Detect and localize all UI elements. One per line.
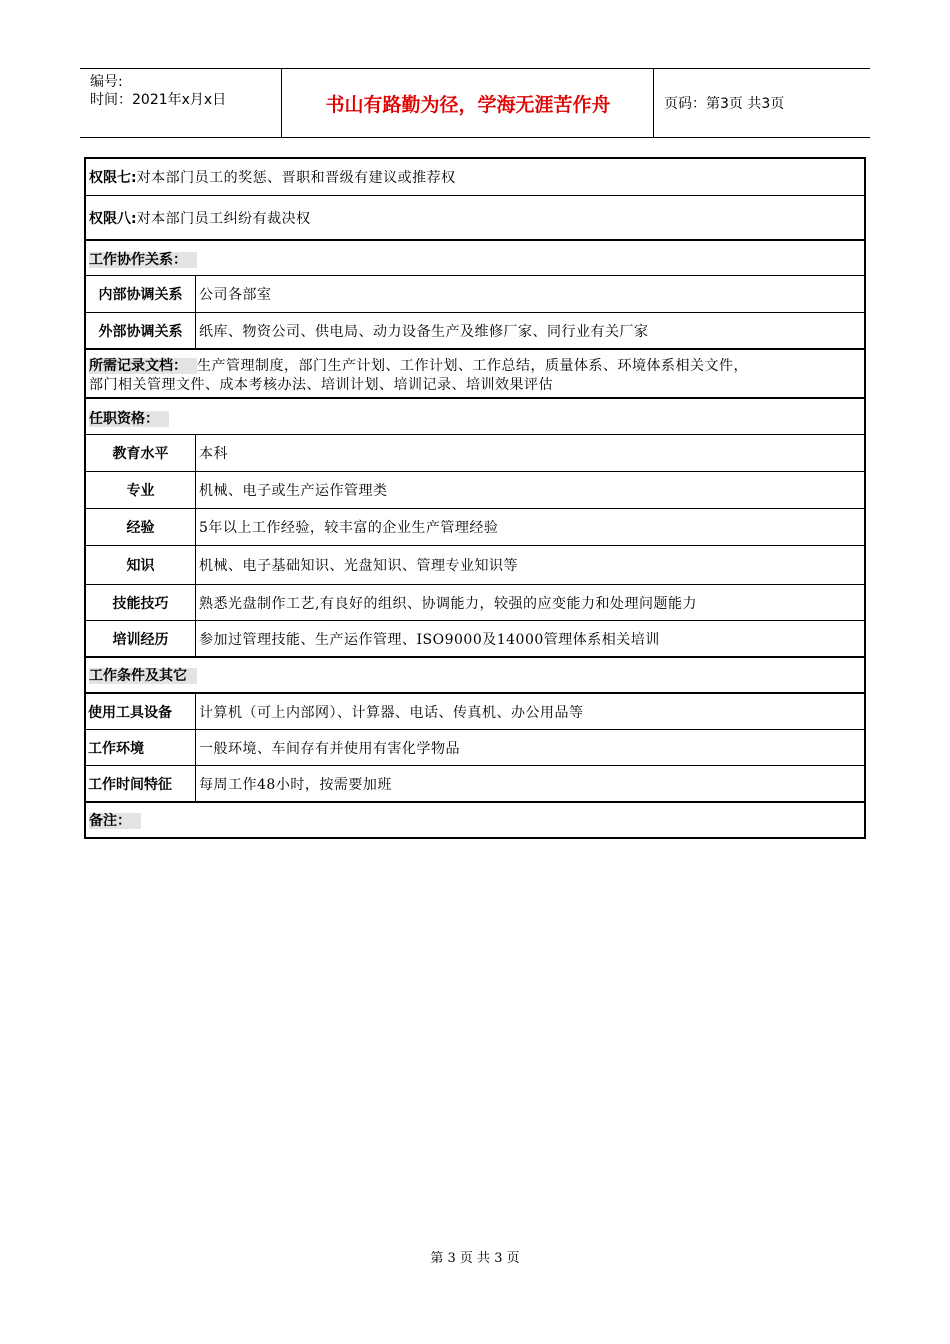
page-header: [80, 68, 870, 138]
authority-label: 权限八:: [89, 210, 137, 227]
row-label: 经验: [86, 509, 196, 545]
records-line: 部门相关管理文件、成本考核办法、培训计划、培训记录、培训效果评估: [89, 377, 553, 393]
qualification-row: [86, 435, 864, 472]
row-label: 工作环境: [86, 730, 196, 765]
page-footer: 第 3 页 共 3 页: [430, 1251, 520, 1266]
row-value: 机械、电子基础知识、光盘知识、管理专业知识等: [199, 558, 518, 574]
section-heading-qualifications: [86, 399, 864, 435]
section-title: 任职资格：: [89, 411, 169, 427]
row-value: 机械、电子或生产运作管理类: [199, 483, 388, 499]
condition-row: [86, 766, 864, 803]
authority-row: [86, 196, 864, 241]
row-label: 技能技巧: [86, 585, 196, 620]
qualification-row: [86, 509, 864, 546]
authority-text: 对本部门员工纠纷有裁决权: [136, 210, 311, 227]
row-value: 一般环境、车间存有并使用有害化学物品: [199, 740, 460, 757]
row-value: 参加过管理技能、生产运作管理、ISO9000及14000管理体系相关培训: [199, 631, 660, 648]
section-title: 工作协作关系：: [89, 252, 197, 268]
time-label: 时间：2021年x月x日: [90, 92, 227, 108]
qualification-row: [86, 546, 864, 585]
qualification-row: [86, 621, 864, 658]
authority-label: 权限七:: [89, 170, 137, 186]
section-title: 备注：: [89, 813, 141, 829]
row-label: 教育水平: [86, 435, 196, 471]
section-heading-cooperation: [86, 241, 864, 276]
row-label: 使用工具设备: [86, 694, 196, 729]
cooperation-row: [86, 276, 864, 313]
authority-text: 对本部门员工的奖惩、晋职和晋级有建议或推荐权: [136, 170, 456, 186]
motto: 书山有路勤为径，学海无涯苦作舟: [283, 69, 654, 137]
row-label: 专业: [86, 472, 196, 508]
section-title: 工作条件及其它: [89, 668, 197, 684]
page-number-label: 页码：第3页 共3页: [664, 96, 785, 112]
remarks-row: [86, 803, 864, 837]
qualification-row: [86, 472, 864, 509]
authority-row: [86, 159, 864, 196]
records-row: [86, 350, 864, 399]
row-value: 纸库、物资公司、供电局、动力设备生产及维修厂家、同行业有关厂家: [199, 323, 649, 340]
qualification-row: [86, 585, 864, 621]
condition-row: [86, 730, 864, 766]
row-value: 本科: [199, 446, 228, 462]
number-label: 编号:: [90, 74, 123, 90]
row-label: 内部协调关系: [86, 276, 196, 312]
cooperation-row: [86, 313, 864, 350]
row-value: 每周工作48小时，按需要加班: [199, 776, 392, 793]
job-description-table: [84, 157, 866, 839]
row-label: 工作时间特征: [86, 766, 196, 801]
records-line: 生产管理制度，部门生产计划、工作计划、工作总结，质量体系、环境体系相关文件，: [197, 358, 748, 374]
row-label: 知识: [86, 546, 196, 584]
row-label: 培训经历: [86, 621, 196, 656]
header-meta: [80, 69, 282, 137]
section-heading-conditions: [86, 658, 864, 694]
row-value: 计算机（可上内部网）、计算器、电话、传真机、办公用品等: [199, 704, 584, 721]
section-title: 所需记录文档：: [89, 358, 197, 374]
row-value: 熟悉光盘制作工艺,有良好的组织、协调能力，较强的应变能力和处理问题能力: [199, 595, 697, 612]
row-value: 5年以上工作经验，较丰富的企业生产管理经验: [199, 520, 499, 536]
row-label: 外部协调关系: [86, 313, 196, 348]
condition-row: [86, 694, 864, 730]
row-value: 公司各部室: [199, 287, 272, 303]
